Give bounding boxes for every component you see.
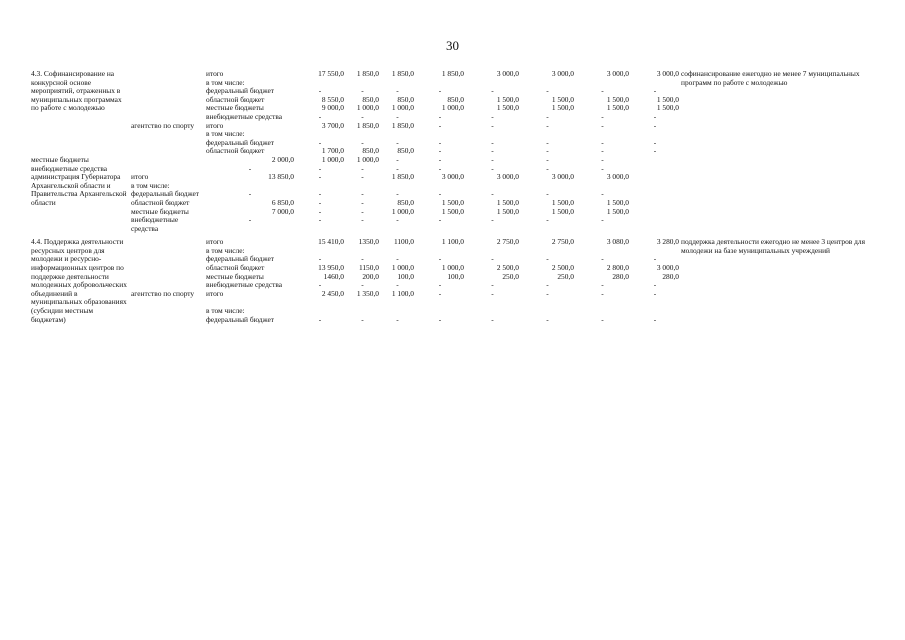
value-cell: -	[318, 280, 322, 290]
value-cell: -	[318, 206, 322, 216]
value-cell: -	[601, 189, 604, 199]
value-cell: 1100,0	[393, 237, 414, 247]
value-cell: -	[546, 189, 549, 199]
value-cell: -	[396, 111, 399, 121]
value-cell: -	[361, 215, 364, 225]
value-cell: -	[438, 280, 442, 290]
value-cell: -	[396, 280, 399, 290]
table-row	[30, 216, 870, 233]
value-cell: 15 410,0	[318, 237, 344, 247]
value-cell: 1 500,0	[656, 94, 679, 104]
value-cell: 850,0	[397, 146, 414, 156]
value-cell: 1 500,0	[551, 103, 574, 113]
value-cell: -	[546, 314, 549, 324]
value-cell: -	[653, 137, 657, 147]
result-cell: поддержка деятельности ежегодно не менее 3 центров для молодежи на базе муниципальных учреждений	[681, 237, 865, 255]
value-cell: 3 280,0	[656, 237, 679, 247]
value-cell: -	[396, 314, 399, 324]
table-row	[30, 70, 870, 79]
value-cell: -	[318, 254, 322, 264]
value-cell: 1 500,0	[496, 103, 519, 113]
value-cell: -	[601, 280, 604, 290]
source-cell: в том числе:	[206, 306, 245, 316]
value-cell: 850,0	[362, 94, 379, 104]
value-cell: -	[491, 254, 494, 264]
source-cell: в том числе:	[131, 180, 170, 190]
value-cell: 250,0	[557, 271, 574, 281]
value-cell: -	[396, 137, 399, 147]
value-cell: 7 000,0	[271, 206, 294, 216]
value-cell: 3 000,0	[606, 69, 629, 78]
value-cell: 3 700,0	[321, 120, 344, 130]
value-cell: 1 000,0	[391, 103, 414, 113]
value-cell: 250,0	[502, 271, 519, 281]
value-cell: -	[546, 215, 549, 225]
value-cell: 1 350,0	[356, 288, 379, 298]
value-cell: -	[491, 163, 494, 173]
value-cell: -	[491, 288, 494, 298]
value-cell: -	[396, 254, 399, 264]
source-cell: внебюджетные средства	[131, 215, 179, 233]
value-cell: 1 850,0	[356, 69, 379, 78]
source-cell: итого	[131, 172, 149, 182]
value-cell: -	[653, 146, 657, 156]
source-cell: местные бюджеты	[31, 154, 89, 164]
source-cell: итого	[206, 237, 224, 247]
value-cell: 1 500,0	[441, 197, 464, 207]
value-cell: -	[318, 189, 322, 199]
value-cell: -	[361, 197, 364, 207]
value-cell: -	[396, 154, 399, 164]
result-cell: софинансирование ежегодно не менее 7 муниципальных программ по работе с молодежью	[681, 69, 860, 87]
value-cell: 1350,0	[358, 237, 379, 247]
value-cell: 1 500,0	[496, 197, 519, 207]
value-cell: 1 500,0	[551, 94, 574, 104]
value-cell: -	[248, 189, 252, 199]
source-cell: итого	[206, 69, 224, 78]
value-cell: -	[491, 314, 494, 324]
value-cell: 1 850,0	[441, 69, 464, 78]
value-cell: 2 750,0	[551, 237, 574, 247]
value-cell: 2 750,0	[496, 237, 519, 247]
value-cell: -	[318, 86, 322, 96]
value-cell: 1 000,0	[391, 263, 414, 273]
value-cell: -	[318, 215, 322, 225]
value-cell: 1 500,0	[606, 94, 629, 104]
source-cell: итого	[206, 288, 224, 298]
source-cell: местные бюджеты	[206, 103, 264, 113]
value-cell: 2 800,0	[606, 263, 629, 273]
value-cell: 1 000,0	[441, 263, 464, 273]
value-cell: -	[361, 280, 364, 290]
value-cell: 1 000,0	[356, 154, 379, 164]
value-cell: -	[438, 86, 442, 96]
value-cell: -	[248, 215, 252, 225]
value-cell: 1 500,0	[606, 206, 629, 216]
value-cell: 850,0	[397, 197, 414, 207]
value-cell: -	[438, 288, 442, 298]
value-cell: -	[491, 154, 494, 164]
source-cell: внебюджетные средства	[206, 111, 283, 121]
value-cell: -	[361, 206, 364, 216]
value-cell: -	[438, 120, 442, 130]
source-cell: местные бюджеты	[131, 206, 189, 216]
value-cell: -	[438, 189, 442, 199]
task-cell: 4.4. Поддержка деятельности ресурсных центров для молодежи и ресурсно-информационных центров по поддержке деятельности молодежных добровольческих объединений в муниципальных образованиях (субсидии местным бюджетам)	[31, 237, 127, 324]
source-cell: внебюджетные средства	[31, 163, 108, 173]
value-cell: -	[361, 172, 364, 182]
value-cell: -	[546, 111, 549, 121]
value-cell: -	[653, 254, 657, 264]
value-cell: 1 500,0	[441, 206, 464, 216]
value-cell: -	[601, 163, 604, 173]
value-cell: 1 000,0	[356, 103, 379, 113]
value-cell: 1 500,0	[496, 94, 519, 104]
source-cell: областной бюджет	[206, 94, 265, 104]
value-cell: -	[361, 189, 364, 199]
value-cell: -	[546, 163, 549, 173]
value-cell: -	[361, 137, 364, 147]
value-cell: -	[653, 314, 657, 324]
value-cell: -	[318, 111, 322, 121]
value-cell: 200,0	[362, 271, 379, 281]
value-cell: 13 950,0	[318, 263, 344, 273]
value-cell: -	[546, 86, 549, 96]
value-cell: -	[361, 163, 364, 173]
funding-table	[30, 70, 870, 324]
value-cell: -	[546, 146, 549, 156]
value-cell: 1 700,0	[321, 146, 344, 156]
value-cell: -	[491, 215, 494, 225]
source-cell: местные бюджеты	[206, 271, 264, 281]
value-cell: 2 500,0	[551, 263, 574, 273]
value-cell: 1150,0	[358, 263, 379, 273]
value-cell: 1 100,0	[391, 288, 414, 298]
source-cell: в том числе:	[206, 77, 245, 87]
value-cell: 1 500,0	[496, 206, 519, 216]
value-cell: 1 500,0	[551, 206, 574, 216]
source-cell: федеральный бюджет	[206, 137, 275, 147]
value-cell: 1 100,0	[441, 237, 464, 247]
value-cell: -	[318, 314, 322, 324]
value-cell: -	[546, 137, 549, 147]
value-cell: -	[546, 288, 549, 298]
value-cell: -	[318, 172, 322, 182]
value-cell: -	[361, 111, 364, 121]
value-cell: -	[491, 86, 494, 96]
source-cell: областной бюджет	[206, 263, 265, 273]
value-cell: 3 000,0	[606, 172, 629, 182]
value-cell: -	[438, 215, 442, 225]
source-cell: в том числе:	[206, 245, 245, 255]
value-cell: 1 500,0	[551, 197, 574, 207]
value-cell: -	[546, 254, 549, 264]
value-cell: -	[601, 154, 604, 164]
value-cell: 3 080,0	[606, 237, 629, 247]
value-cell: -	[491, 111, 494, 121]
executor-cell	[130, 70, 205, 122]
source-cell: федеральный бюджет	[206, 86, 275, 96]
value-cell: 3 000,0	[656, 69, 679, 78]
value-cell: 2 500,0	[496, 263, 519, 273]
value-cell: 8 550,0	[321, 94, 344, 104]
value-cell: 850,0	[447, 94, 464, 104]
value-cell: -	[248, 163, 252, 173]
value-cell: 1 850,0	[391, 120, 414, 130]
value-cell: -	[601, 86, 604, 96]
value-cell: 3 000,0	[496, 172, 519, 182]
source-cell: федеральный бюджет	[206, 314, 275, 324]
executor-cell: агентство по спорту	[131, 120, 195, 130]
source-cell: в том числе:	[206, 129, 245, 139]
funding-table-body	[30, 70, 870, 324]
page-number: 30	[446, 38, 459, 53]
executor-cell	[130, 238, 205, 290]
value-cell: 850,0	[362, 146, 379, 156]
value-cell: 1 000,0	[441, 103, 464, 113]
value-cell: 3 000,0	[496, 69, 519, 78]
value-cell: -	[318, 137, 322, 147]
value-cell: -	[491, 189, 494, 199]
value-cell: 280,0	[662, 271, 679, 281]
value-cell: 13 850,0	[268, 172, 294, 182]
value-cell: -	[491, 146, 494, 156]
value-cell: -	[361, 86, 364, 96]
source-cell: областной бюджет	[131, 197, 190, 207]
value-cell: -	[653, 288, 657, 298]
value-cell: -	[653, 120, 657, 130]
source-cell: областной бюджет	[206, 146, 265, 156]
value-cell: 17 550,0	[318, 69, 344, 78]
value-cell: 280,0	[612, 271, 629, 281]
value-cell: -	[653, 86, 657, 96]
value-cell: 2 450,0	[321, 288, 344, 298]
value-cell: -	[546, 154, 549, 164]
value-cell: 1 850,0	[391, 69, 414, 78]
value-cell: -	[653, 280, 657, 290]
value-cell: -	[438, 137, 442, 147]
value-cell: 100,0	[397, 271, 414, 281]
value-cell: -	[396, 86, 399, 96]
value-cell: -	[601, 288, 604, 298]
value-cell: 3 000,0	[656, 263, 679, 273]
value-cell: 9 000,0	[321, 103, 344, 113]
value-cell: 1 850,0	[356, 120, 379, 130]
value-cell: 1460,0	[323, 271, 344, 281]
value-cell: -	[601, 137, 604, 147]
value-cell: -	[601, 254, 604, 264]
value-cell: 3 000,0	[551, 172, 574, 182]
table-row	[30, 238, 870, 247]
value-cell: -	[601, 215, 604, 225]
value-cell: -	[601, 111, 604, 121]
value-cell: 3 000,0	[441, 172, 464, 182]
value-cell: 1 850,0	[391, 172, 414, 182]
value-cell: -	[601, 146, 604, 156]
value-cell: -	[361, 254, 364, 264]
task-cell: 4.3. Софинансирование на конкурсной основе мероприятий, отраженных в муниципальных программах по работе с молодежью	[31, 69, 122, 113]
source-cell: федеральный бюджет	[206, 254, 275, 264]
value-cell: -	[491, 280, 494, 290]
value-cell: 1 000,0	[391, 206, 414, 216]
value-cell: 1 500,0	[656, 103, 679, 113]
value-cell: -	[601, 120, 604, 130]
value-cell: 1 500,0	[606, 197, 629, 207]
value-cell: -	[601, 314, 604, 324]
source-cell: федеральный бюджет	[131, 189, 200, 199]
value-cell: -	[438, 163, 442, 173]
value-cell: -	[396, 215, 399, 225]
value-cell: -	[491, 137, 494, 147]
value-cell: -	[318, 163, 322, 173]
value-cell: -	[318, 197, 322, 207]
value-cell: -	[396, 189, 399, 199]
value-cell: -	[546, 120, 549, 130]
value-cell: -	[438, 254, 442, 264]
value-cell: 1 000,0	[321, 154, 344, 164]
value-cell: 850,0	[397, 94, 414, 104]
value-cell: -	[438, 314, 442, 324]
executor-cell: администрация Губернатора Архангельской области и Правительства Архангельской области	[31, 172, 127, 207]
value-cell: 100,0	[447, 271, 464, 281]
source-cell: внебюджетные средства	[206, 280, 283, 290]
value-cell: 2 000,0	[271, 154, 294, 164]
value-cell: 6 850,0	[271, 197, 294, 207]
executor-cell: агентство по спорту	[131, 288, 195, 298]
value-cell: -	[438, 154, 442, 164]
value-cell: -	[653, 111, 657, 121]
value-cell: -	[546, 280, 549, 290]
source-cell: итого	[206, 120, 224, 130]
value-cell: -	[396, 163, 399, 173]
value-cell: 1 500,0	[606, 103, 629, 113]
value-cell: 3 000,0	[551, 69, 574, 78]
value-cell: -	[361, 314, 364, 324]
value-cell: -	[491, 120, 494, 130]
value-cell: -	[438, 111, 442, 121]
value-cell: -	[438, 146, 442, 156]
